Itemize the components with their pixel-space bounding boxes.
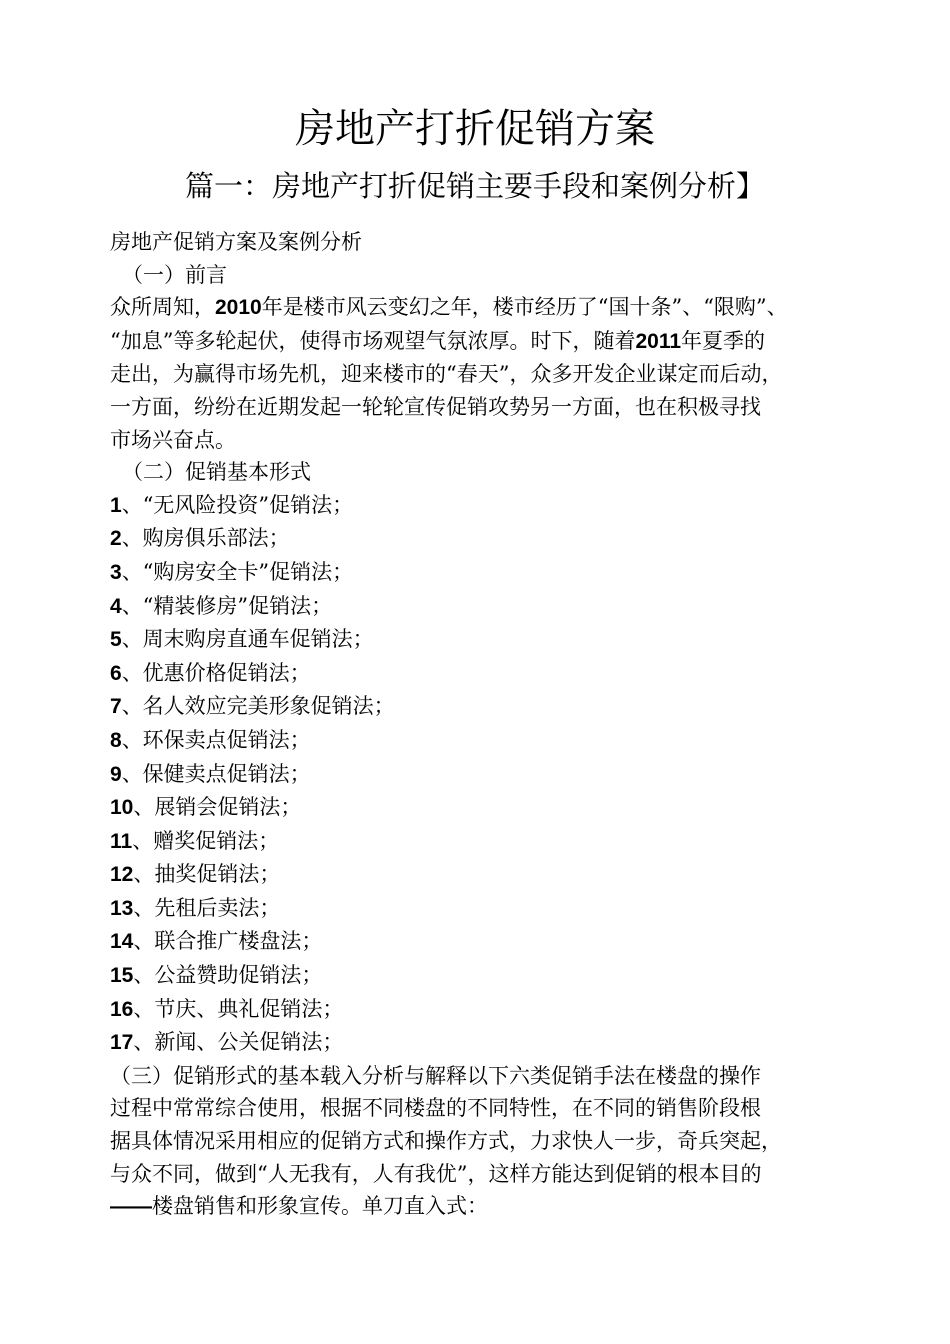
section3-paragraph — [110, 1060, 850, 1224]
paragraph-line: 走出，为赢得市场先机，迎来楼市的“春天”，众多开发企业谋定而后动， — [110, 362, 783, 387]
item-number: 7 — [110, 695, 122, 719]
list-item — [110, 993, 850, 1027]
item-text: 、公益赞助促销法； — [133, 963, 323, 988]
item-text: 、联合推广楼盘法； — [133, 929, 323, 954]
item-text: 、先租后卖法； — [133, 895, 281, 920]
item-number: 12 — [110, 863, 134, 887]
item-number: 4 — [110, 594, 122, 618]
item-text: 、赠奖促销法； — [132, 828, 280, 853]
paragraph-line — [110, 291, 850, 325]
item-number: 16 — [110, 997, 134, 1021]
item-text: 、“购房安全卡”促销法； — [121, 559, 354, 584]
item-number: 13 — [110, 896, 134, 920]
paragraph-line: 一方面，纷纷在近期发起一轮轮宣传促销攻势另一方面，也在积极寻找 — [110, 394, 761, 419]
list-item — [110, 522, 850, 556]
item-text: 、优惠价格促销法； — [121, 660, 311, 685]
list-item — [110, 758, 850, 792]
em-dash: —— — [110, 1195, 152, 1219]
paragraph-line: 与众不同，做到“人无我有，人有我优”，这样方能达到促销的根本目的 — [110, 1161, 762, 1186]
list-item — [110, 623, 850, 657]
item-number: 9 — [110, 762, 122, 786]
item-text: 、新闻、公关促销法； — [133, 1030, 344, 1055]
document-body — [110, 226, 850, 1224]
item-text: 、购房俱乐部法； — [121, 526, 290, 551]
list-item — [110, 825, 850, 859]
item-number: 2 — [110, 527, 122, 551]
document-subtitle: 篇一：房地产打折促销主要手段和案例分析】 — [184, 169, 765, 203]
list-item — [110, 489, 850, 523]
item-number: 14 — [110, 930, 134, 954]
item-number: 10 — [110, 796, 134, 820]
text-run: 众所周知， — [110, 295, 215, 320]
list-item — [110, 858, 850, 892]
list-item — [110, 590, 850, 624]
item-number: 1 — [110, 493, 122, 517]
paragraph-line — [110, 1190, 850, 1224]
item-text: 、“无风险投资”促销法； — [121, 492, 354, 517]
text-run: “加息”等多轮起伏，使得市场观望气氛浓厚。时下，随着 — [110, 328, 636, 353]
year-number: 2011 — [635, 329, 682, 353]
list-item — [110, 959, 850, 993]
list-item — [110, 925, 850, 959]
document-title: 房地产打折促销方案 — [295, 106, 655, 152]
paragraph-line — [110, 325, 850, 359]
text-run: 楼盘销售和形象宣传。单刀直入式： — [152, 1194, 488, 1219]
item-number: 11 — [110, 829, 133, 853]
list-item — [110, 657, 850, 691]
list-item — [110, 1026, 850, 1060]
item-text: 、“精装修房”促销法； — [121, 593, 333, 618]
item-text: 、周末购房直通车促销法； — [121, 627, 374, 652]
text-run: 年夏季的 — [681, 328, 766, 353]
item-text: 、环保卖点促销法； — [121, 727, 311, 752]
list-item — [110, 791, 850, 825]
item-text: 、保健卖点促销法； — [121, 761, 311, 786]
text-run: 年是楼市风云变幻之年，楼市经历了“国十条”、“限购”、 — [261, 295, 788, 320]
item-number: 3 — [110, 560, 122, 584]
item-number: 8 — [110, 728, 122, 752]
item-text: 、节庆、典礼促销法； — [133, 996, 344, 1021]
paragraph-line: 据具体情况采用相应的促销方式和操作方式，力求快人一步，奇兵突起， — [110, 1129, 782, 1154]
item-number: 5 — [110, 628, 122, 652]
list-item — [110, 690, 850, 724]
paragraph-line: 市场兴奋点。 — [110, 427, 236, 452]
section-heading: 房地产促销方案及案例分析 — [110, 230, 362, 254]
item-text: 、展销会促销法； — [133, 795, 302, 820]
list-item — [110, 892, 850, 926]
item-number: 17 — [110, 1031, 134, 1055]
section1-heading: （一）前言 — [122, 262, 227, 287]
item-text: 、抽奖促销法； — [133, 862, 281, 887]
list-item — [110, 724, 850, 758]
paragraph-line: （三）促销形式的基本载入分析与解释以下六类促销手法在楼盘的操作 — [110, 1063, 761, 1088]
section2-heading: （二）促销基本形式 — [122, 460, 311, 485]
paragraph-line: 过程中常常综合使用，根据不同楼盘的不同特性，在不同的销售阶段根 — [110, 1096, 761, 1121]
section1-paragraph — [110, 291, 850, 456]
list-item — [110, 556, 850, 590]
promotion-methods-list — [110, 489, 850, 1060]
year-number: 2010 — [215, 296, 262, 320]
item-number: 15 — [110, 964, 134, 988]
item-number: 6 — [110, 661, 122, 685]
item-text: 、名人效应完美形象促销法； — [121, 694, 395, 719]
